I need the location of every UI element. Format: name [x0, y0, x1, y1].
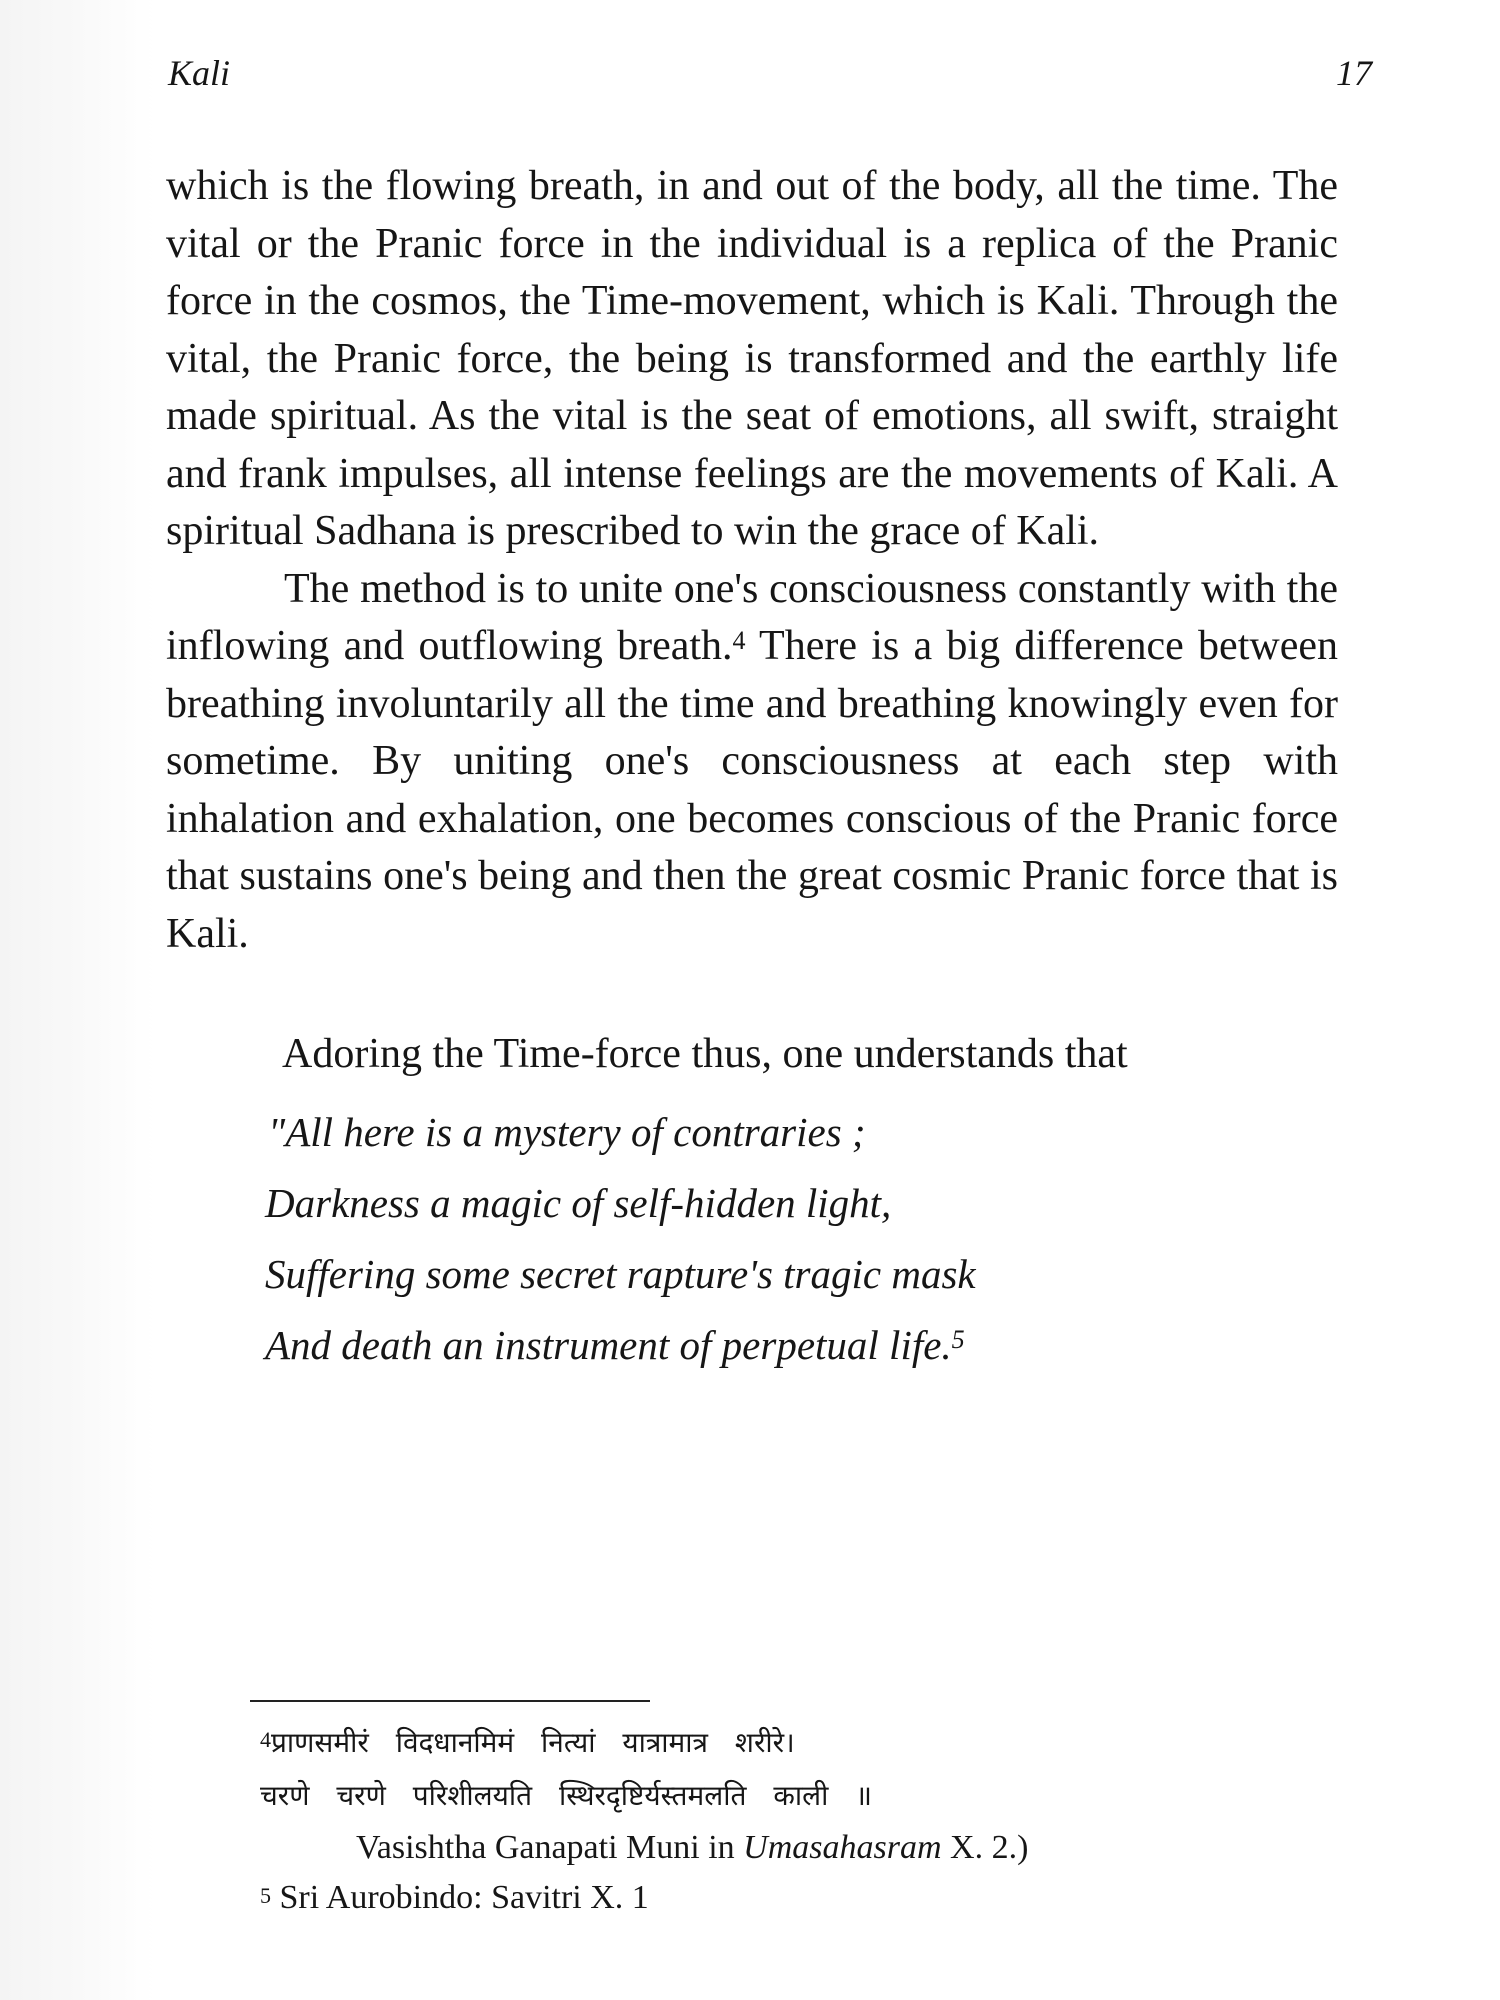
chapter-title: Kali	[168, 53, 231, 93]
main-text	[166, 158, 1338, 963]
footnote-4-source-prefix: Vasishtha Ganapati Muni in	[356, 1829, 744, 1866]
footnote-4-sanskrit-1: प्राणसमीरं विदधानमिमं नित्यां यात्रामात्र शरीरे।	[271, 1726, 795, 1759]
paragraph-2-end: There is a big difference between breathing involuntarily all the time and breathing knowingly even for sometime. By uniting one's consciousness at each step with inhalation and exhalation, one becomes conscious of the Pranic force that sustains one's being and then the great cosmic Pranic force that is Kali.	[166, 623, 1338, 957]
footnote-ref-5: 5	[951, 1325, 965, 1354]
footnote-4-source	[260, 1822, 1320, 1874]
footnote-5-marker: 5	[260, 1883, 271, 1908]
footnote-4-source-title: Umasahasram	[743, 1829, 942, 1866]
running-head	[168, 52, 1372, 102]
footnote-5	[260, 1872, 649, 1924]
savitri-quote	[265, 1097, 976, 1381]
paragraph-2-start: The method is to unite one's consciousness constantly with the inflowing and outflowing breath.	[166, 565, 1338, 669]
footnote-5-text: Sri Aurobindo: Savitri X. 1	[271, 1879, 649, 1916]
paragraph-1: which is the flowing breath, in and out of the body, all the time. The vital or the Pranic force in the individual is a replica of the Pranic force in the cosmos, the Time-movement, which is Kali. Through the vital, the Pranic force, the being is transformed and the earthly life made spiritual. As the vital is the seat of emotions, all swift, straight and frank impulses, all intense feelings are the movements of Kali. A spiritual Sadhana is prescribed to win the grace of Kali.	[166, 163, 1338, 554]
footnote-divider	[250, 1700, 650, 1702]
footnotes	[260, 1716, 1320, 1916]
quote-line-4-text: And death an instrument of perpetual life.	[265, 1322, 952, 1368]
footnote-ref-4: 4	[732, 626, 746, 655]
quote-line-2: Darkness a magic of self-hidden light,	[265, 1180, 892, 1226]
quote-line-4	[265, 1310, 976, 1381]
footnote-4-source-suffix: X. 2.)	[941, 1829, 1029, 1866]
quote-line-1: "All here is a mystery of contraries ;	[268, 1109, 866, 1155]
footnote-4-line-2	[260, 1769, 1320, 1822]
paragraph-3: Adoring the Time-force thus, one understands that	[282, 1031, 1128, 1077]
paragraph-2	[166, 561, 1338, 964]
quote-line-3: Suffering some secret rapture's tragic mask	[265, 1251, 976, 1297]
footnote-4-marker: 4	[260, 1727, 271, 1752]
page-number: 17	[1336, 53, 1372, 93]
footnote-4-line-1	[260, 1716, 1320, 1769]
footnote-4-sanskrit-2: चरणे चरणे परिशीलयति स्थिरदृष्टिर्यस्तमलति काली ॥	[260, 1779, 872, 1812]
